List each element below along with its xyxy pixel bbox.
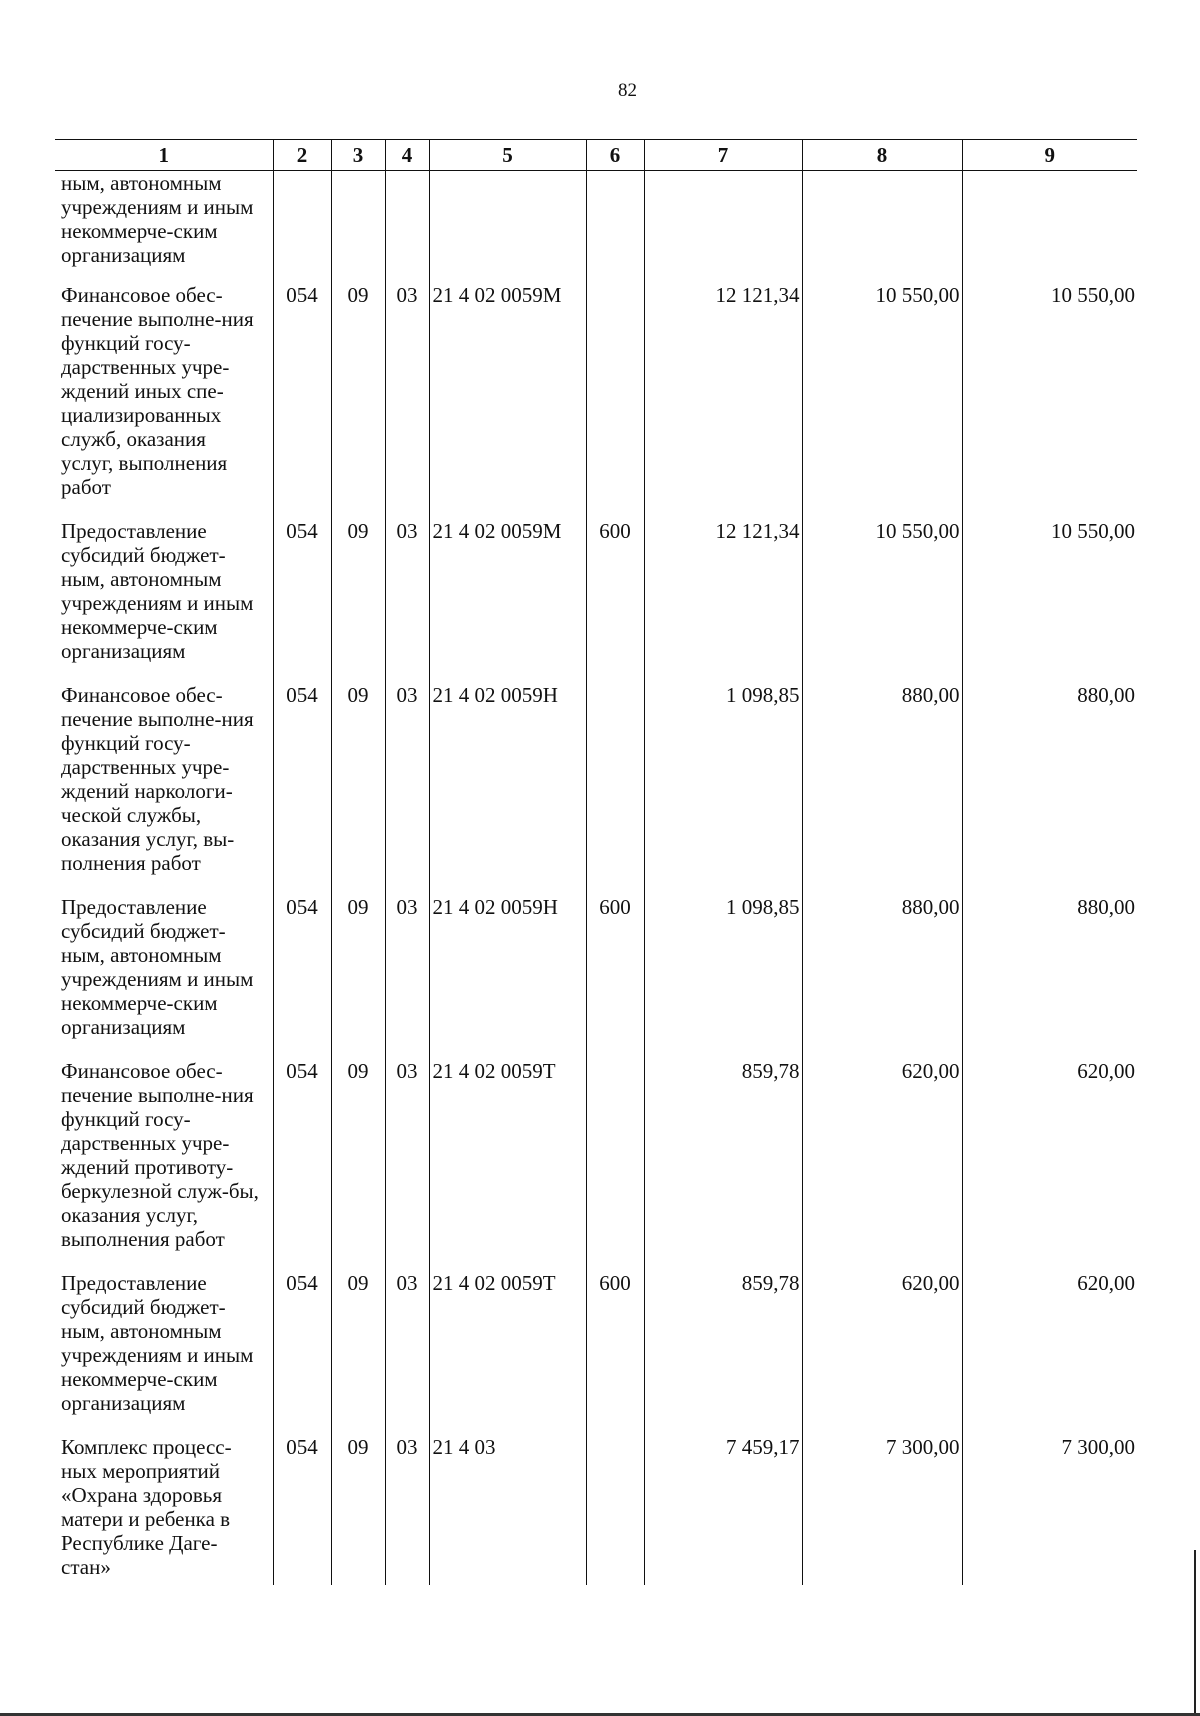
column-header-7: 7: [644, 140, 802, 171]
amount-year-3: [962, 171, 1137, 284]
row-name: ным, автономным учреждениям и иным некоммерче-ским организациям: [61, 171, 254, 267]
amount-year-3: 7 300,00: [962, 1435, 1137, 1585]
table-row: [55, 519, 1137, 683]
amount-year-2: 10 550,00: [802, 283, 962, 519]
amount-year-3: 620,00: [962, 1059, 1137, 1271]
amount-year-3: 880,00: [962, 895, 1137, 1059]
amount-year-1: 859,78: [644, 1059, 802, 1271]
subsection-code: 03: [385, 519, 429, 683]
table-row: [55, 171, 1137, 284]
amount-year-3: 10 550,00: [962, 283, 1137, 519]
amount-year-3: 10 550,00: [962, 519, 1137, 683]
row-name-cell: [55, 895, 273, 1059]
amount-year-1: 1 098,85: [644, 683, 802, 895]
expense-type-code: [586, 1059, 644, 1271]
amount-year-2: [802, 171, 962, 284]
ministry-code: 054: [273, 519, 331, 683]
table-header-row: [55, 140, 1137, 171]
ministry-code: 054: [273, 895, 331, 1059]
section-code: 09: [331, 1435, 385, 1585]
scan-edge-line: [1194, 1550, 1196, 1716]
expense-type-code: [586, 171, 644, 284]
row-name-cell: [55, 1435, 273, 1585]
expense-type-code: [586, 683, 644, 895]
row-name-cell: [55, 283, 273, 519]
target-article-code: 21 4 02 0059Т: [429, 1271, 586, 1435]
column-header-5: 5: [429, 140, 586, 171]
amount-year-3: 880,00: [962, 683, 1137, 895]
amount-year-2: 880,00: [802, 683, 962, 895]
section-code: [331, 171, 385, 284]
row-name: Комплекс процесс-ных мероприятий «Охрана здоровья матери и ребенка в Республике Даге-стан»: [61, 1435, 232, 1579]
amount-year-2: 620,00: [802, 1059, 962, 1271]
expense-type-code: 600: [586, 1271, 644, 1435]
row-name-cell: [55, 1059, 273, 1271]
subsection-code: 03: [385, 283, 429, 519]
amount-year-1: 859,78: [644, 1271, 802, 1435]
subsection-code: 03: [385, 1435, 429, 1585]
column-header-1: 1: [55, 140, 273, 171]
section-code: 09: [331, 1059, 385, 1271]
row-name-cell: [55, 171, 273, 284]
amount-year-1: [644, 171, 802, 284]
amount-year-1: 12 121,34: [644, 283, 802, 519]
target-article-code: 21 4 02 0059М: [429, 519, 586, 683]
section-code: 09: [331, 895, 385, 1059]
expense-type-code: 600: [586, 519, 644, 683]
subsection-code: 03: [385, 1059, 429, 1271]
amount-year-1: 12 121,34: [644, 519, 802, 683]
table-row: [55, 895, 1137, 1059]
ministry-code: [273, 171, 331, 284]
row-name: Финансовое обес-печение выполне-ния функций госу-дарственных учре-ждений наркологи-ческой службы, оказания услуг, вы-полнения работ: [61, 683, 254, 875]
expense-type-code: 600: [586, 895, 644, 1059]
expense-type-code: [586, 283, 644, 519]
page-number: 82: [618, 80, 637, 101]
column-header-2: 2: [273, 140, 331, 171]
section-code: 09: [331, 683, 385, 895]
row-name: Предоставление субсидий бюджет-ным, автономным учреждениям и иным некоммерче-ским организациям: [61, 1271, 254, 1415]
amount-year-2: 10 550,00: [802, 519, 962, 683]
target-article-code: 21 4 02 0059Н: [429, 683, 586, 895]
row-name-cell: [55, 1271, 273, 1435]
table-row: [55, 1059, 1137, 1271]
budget-table: [55, 139, 1137, 1585]
column-header-6: 6: [586, 140, 644, 171]
ministry-code: 054: [273, 1059, 331, 1271]
ministry-code: 054: [273, 683, 331, 895]
section-code: 09: [331, 1271, 385, 1435]
subsection-code: [385, 171, 429, 284]
target-article-code: 21 4 02 0059Н: [429, 895, 586, 1059]
column-header-9: 9: [962, 140, 1137, 171]
section-code: 09: [331, 519, 385, 683]
row-name: Предоставление субсидий бюджет-ным, автономным учреждениям и иным некоммерче-ским организациям: [61, 519, 254, 663]
section-code: 09: [331, 283, 385, 519]
subsection-code: 03: [385, 895, 429, 1059]
amount-year-1: 7 459,17: [644, 1435, 802, 1585]
budget-table-container: [55, 139, 1137, 1585]
table-row: [55, 1435, 1137, 1585]
column-header-3: 3: [331, 140, 385, 171]
row-name: Предоставление субсидий бюджет-ным, автономным учреждениям и иным некоммерче-ским организациям: [61, 895, 254, 1039]
subsection-code: 03: [385, 683, 429, 895]
target-article-code: 21 4 02 0059М: [429, 283, 586, 519]
row-name: Финансовое обес-печение выполне-ния функций госу-дарственных учре-ждений иных спе-циализированных служб, оказания услуг, выполнения работ: [61, 283, 254, 499]
amount-year-3: 620,00: [962, 1271, 1137, 1435]
target-article-code: 21 4 02 0059Т: [429, 1059, 586, 1271]
amount-year-2: 880,00: [802, 895, 962, 1059]
table-row: [55, 683, 1137, 895]
table-row: [55, 1271, 1137, 1435]
expense-type-code: [586, 1435, 644, 1585]
ministry-code: 054: [273, 283, 331, 519]
amount-year-2: 7 300,00: [802, 1435, 962, 1585]
row-name-cell: [55, 519, 273, 683]
target-article-code: 21 4 03: [429, 1435, 586, 1585]
row-name-cell: [55, 683, 273, 895]
subsection-code: 03: [385, 1271, 429, 1435]
column-header-8: 8: [802, 140, 962, 171]
column-header-4: 4: [385, 140, 429, 171]
target-article-code: [429, 171, 586, 284]
table-row: [55, 283, 1137, 519]
ministry-code: 054: [273, 1271, 331, 1435]
amount-year-2: 620,00: [802, 1271, 962, 1435]
ministry-code: 054: [273, 1435, 331, 1585]
amount-year-1: 1 098,85: [644, 895, 802, 1059]
row-name: Финансовое обес-печение выполне-ния функций госу-дарственных учре-ждений противоту-беркулезной служ-бы, оказания услуг, выполнения работ: [61, 1059, 259, 1251]
